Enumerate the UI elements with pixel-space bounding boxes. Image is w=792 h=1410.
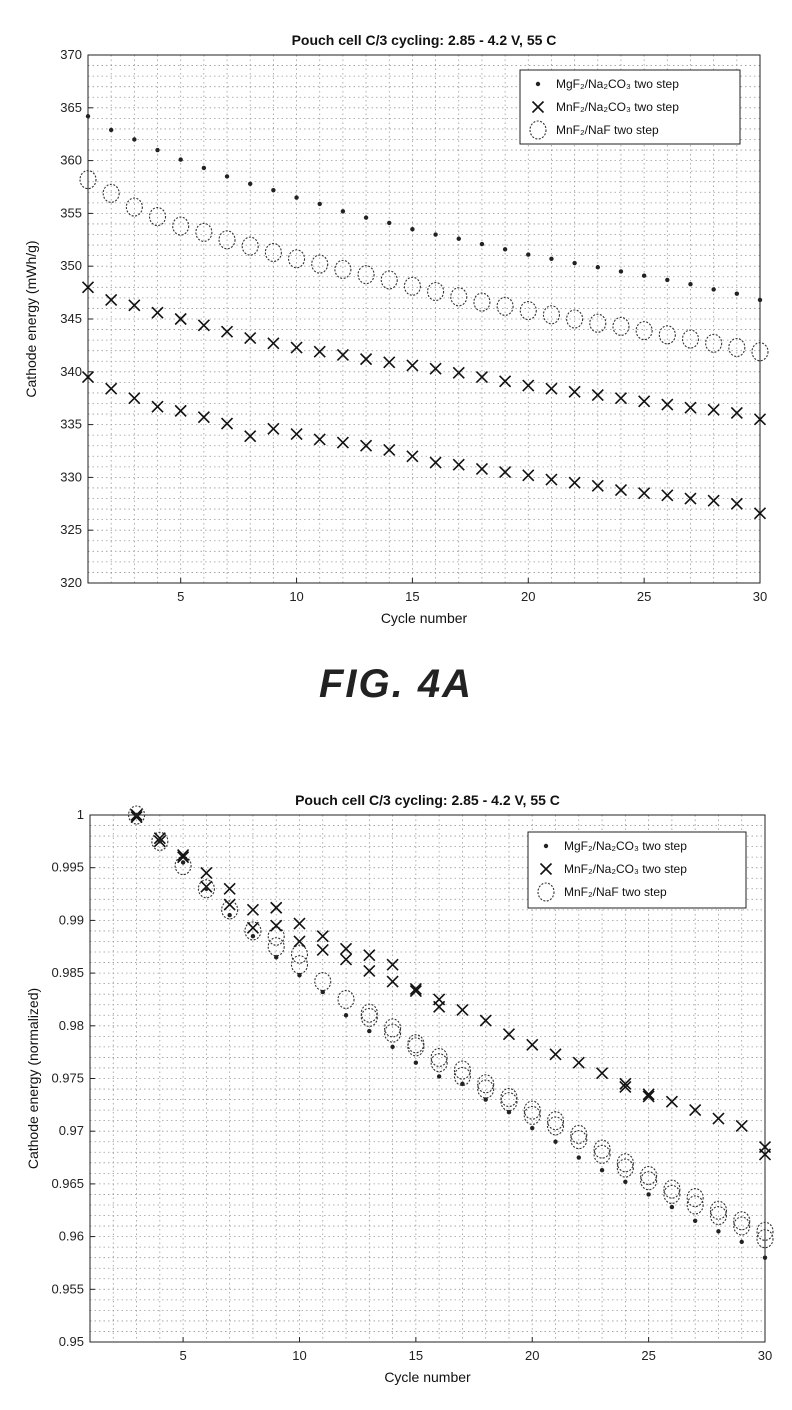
y-tick-label: 0.995	[51, 859, 84, 875]
data-point	[390, 1045, 394, 1049]
data-point	[577, 1155, 581, 1159]
data-point	[158, 839, 162, 843]
data-point	[507, 1110, 511, 1114]
y-tick-label: 0.95	[58, 1334, 84, 1349]
data-point	[503, 247, 507, 251]
y-tick-label: 325	[60, 522, 82, 538]
x-axis-label: Cycle number	[380, 610, 468, 626]
data-point	[670, 1205, 674, 1209]
y-tick-label: 0.975	[51, 1070, 84, 1086]
legend-entry: MgF₂/Na₂CO₃ two step	[564, 839, 687, 853]
y-axis-label: Cathode energy (normalized)	[25, 987, 41, 1170]
data-point	[274, 955, 278, 959]
legend-marker-dot	[536, 82, 540, 86]
data-point	[740, 1240, 744, 1244]
x-tick-label: 30	[752, 589, 768, 604]
data-point	[763, 1255, 767, 1259]
data-point	[367, 1029, 371, 1033]
figure-label: FIG. 4A	[318, 662, 474, 706]
legend-entry: MnF₂/NaF two step	[564, 885, 667, 899]
x-tick-label: 20	[521, 589, 536, 604]
data-point	[225, 174, 229, 178]
x-tick-label: 25	[636, 589, 652, 604]
y-tick-label: 350	[60, 258, 82, 274]
data-point	[410, 227, 414, 231]
data-point	[716, 1229, 720, 1233]
y-tick-label: 0.96	[58, 1228, 84, 1244]
data-point	[86, 114, 90, 118]
y-tick-label: 340	[60, 363, 82, 379]
data-point	[155, 148, 159, 152]
chart-title: Pouch cell C/3 cycling: 2.85 - 4.2 V, 55 C	[295, 792, 560, 808]
x-tick-label: 25	[641, 1348, 656, 1363]
y-tick-label: 345	[60, 311, 82, 326]
legend-marker-dot	[544, 844, 548, 848]
legend	[528, 832, 746, 908]
x-tick-label: 10	[292, 1348, 307, 1363]
y-tick-label: 365	[60, 99, 82, 115]
x-tick-label: 30	[757, 1348, 773, 1363]
data-point	[134, 813, 138, 817]
data-point	[321, 990, 325, 994]
y-tick-label: 360	[60, 152, 82, 168]
y-tick-label: 1	[76, 807, 84, 822]
y-tick-label: 0.98	[58, 1017, 84, 1033]
x-tick-label: 5	[177, 589, 185, 604]
data-point	[665, 278, 669, 282]
x-tick-label: 15	[408, 1348, 424, 1363]
data-point	[204, 887, 208, 891]
data-point	[271, 188, 275, 192]
data-point	[364, 215, 368, 219]
data-point	[109, 128, 113, 132]
data-point	[181, 860, 185, 864]
data-point	[600, 1168, 604, 1172]
data-point	[297, 973, 301, 977]
legend-entry: MnF₂/NaF two step	[556, 123, 659, 137]
data-point	[572, 261, 576, 265]
data-point	[483, 1097, 487, 1101]
y-tick-label: 370	[60, 47, 82, 62]
data-point	[178, 157, 182, 161]
normalized-energy-chart	[0, 780, 792, 1410]
data-point	[414, 1060, 418, 1064]
data-point	[693, 1219, 697, 1223]
data-point	[202, 166, 206, 170]
data-point	[344, 1013, 348, 1017]
data-point	[457, 237, 461, 241]
legend-entry: MnF₂/Na₂CO₃ two step	[556, 100, 679, 114]
y-tick-label: 0.99	[58, 912, 84, 928]
data-point	[596, 265, 600, 269]
y-tick-label: 0.97	[58, 1123, 84, 1139]
y-axis-label: Cathode energy (mWh/g)	[23, 240, 39, 398]
data-point	[341, 209, 345, 213]
data-point	[460, 1082, 464, 1086]
data-point	[132, 137, 136, 141]
y-tick-label: 320	[60, 575, 82, 590]
x-axis-label: Cycle number	[384, 1369, 471, 1385]
y-tick-label: 355	[60, 205, 82, 221]
cathode-energy-chart	[0, 0, 792, 660]
x-tick-label: 10	[289, 589, 304, 604]
x-tick-label: 15	[405, 589, 420, 604]
legend-entry: MnF₂/Na₂CO₃ two step	[564, 862, 687, 876]
y-tick-label: 0.965	[51, 1175, 84, 1191]
data-point	[642, 274, 646, 278]
data-point	[251, 934, 255, 938]
x-tick-label: 5	[179, 1348, 187, 1363]
y-tick-label: 335	[60, 416, 82, 432]
data-point	[227, 913, 231, 917]
data-point	[553, 1140, 557, 1144]
y-tick-label: 0.985	[51, 965, 84, 981]
data-point	[437, 1074, 441, 1078]
data-point	[688, 282, 692, 286]
data-point	[526, 252, 530, 256]
data-point	[294, 195, 298, 199]
chart-title: Pouch cell C/3 cycling: 2.85 - 4.2 V, 55 C	[291, 32, 557, 48]
x-tick-label: 20	[525, 1348, 540, 1363]
legend-entry: MgF₂/Na₂CO₃ two step	[556, 77, 679, 91]
data-point	[549, 257, 553, 261]
data-point	[758, 298, 762, 302]
data-point	[433, 232, 437, 236]
data-point	[480, 242, 484, 246]
data-point	[646, 1192, 650, 1196]
data-point	[619, 269, 623, 273]
y-tick-label: 0.955	[51, 1281, 84, 1297]
data-point	[318, 202, 322, 206]
data-point	[623, 1180, 627, 1184]
y-tick-label: 330	[60, 469, 82, 485]
data-point	[735, 291, 739, 295]
data-point	[387, 221, 391, 225]
legend	[520, 70, 740, 144]
data-point	[530, 1126, 534, 1130]
data-point	[248, 182, 252, 186]
data-point	[711, 287, 715, 291]
